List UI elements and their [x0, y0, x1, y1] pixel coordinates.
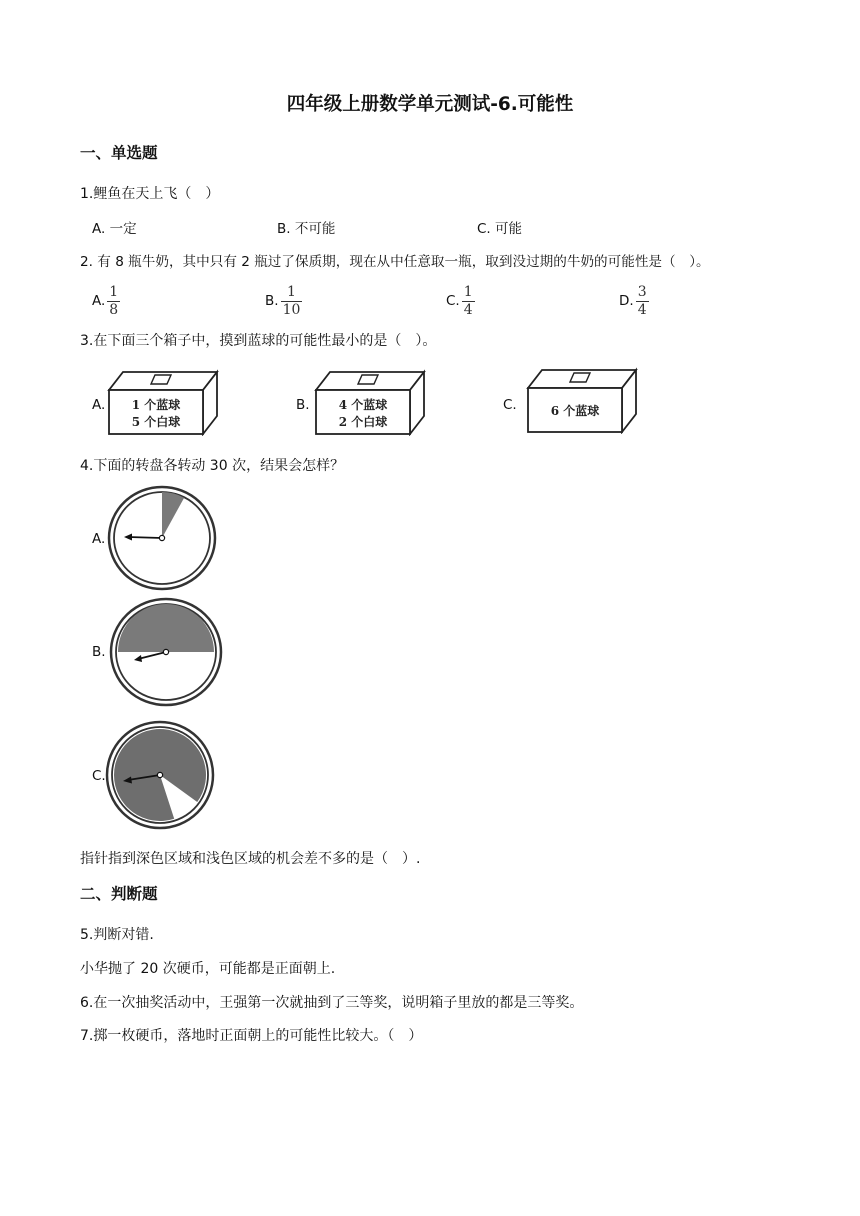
option-text: 不可能 [294, 221, 336, 237]
box-c-line1: 6 个蓝球 [550, 404, 600, 418]
option-letter: B. [277, 221, 291, 237]
q1-option-b[interactable] [277, 221, 335, 237]
fraction: $\frac{3}{4}$ [637, 284, 647, 318]
box-a-line2: 5 个白球 [131, 415, 181, 429]
q1-option-c[interactable] [477, 221, 522, 237]
question-3: 3.在下面三个箱子中，摸到蓝球的可能性最小的是（ ）。 [80, 333, 437, 349]
q4-option-b-letter[interactable]: B. [92, 644, 106, 660]
option-text: 可能 [495, 221, 523, 237]
box-a-line1: 1 个蓝球 [131, 398, 181, 412]
question-5: 5.判断对错. [80, 927, 154, 943]
section-heading-single-choice: 一、单选题 [80, 144, 158, 162]
option-letter: A. [92, 293, 106, 310]
q4-option-a-letter[interactable]: A. [92, 531, 106, 547]
page-title: 四年级上册数学单元测试-6.可能性 [286, 94, 574, 115]
spinner-b-icon [108, 596, 224, 708]
option-letter: D. [619, 293, 634, 310]
fraction: $\frac{1}{4}$ [463, 284, 473, 318]
q3-option-a-letter[interactable]: A. [92, 397, 106, 413]
box-b-line1: 4 个蓝球 [338, 398, 388, 412]
option-letter: A. [92, 221, 106, 237]
option-letter: C. [446, 293, 460, 310]
box-b-icon [312, 368, 427, 436]
section-heading-true-false: 二、判断题 [80, 885, 158, 903]
q1-option-a[interactable] [92, 221, 137, 237]
box-b-line2: 2 个白球 [338, 415, 388, 429]
question-5-statement: 小华抛了 20 次硬币，可能都是正面朝上. [80, 961, 336, 977]
q3-option-c-letter[interactable]: C. [503, 397, 517, 413]
question-7: 7.掷一枚硬币，落地时正面朝上的可能性比较大。（ ） [80, 1028, 423, 1044]
fraction: $\frac{1}{10}$ [282, 284, 301, 318]
spinner-c-icon [104, 719, 216, 831]
spinner-a-icon [106, 484, 218, 592]
fraction: $\frac{1}{8}$ [109, 284, 119, 318]
question-6: 6.在一次抽奖活动中，王强第一次就抽到了三等奖，说明箱子里放的都是三等奖。 [80, 995, 584, 1011]
option-letter: C. [477, 221, 491, 237]
question-4-followup: 指针指到深色区域和浅色区域的机会差不多的是（ ）. [80, 851, 421, 867]
q4-option-c-letter[interactable]: C. [92, 768, 106, 784]
option-letter: B. [265, 293, 279, 310]
box-c-icon [524, 366, 639, 434]
question-1: 1.鲤鱼在天上飞（ ） [80, 186, 220, 202]
q2-option-d[interactable] [619, 285, 648, 317]
question-2: 2. 有 8 瓶牛奶，其中只有 2 瓶过了保质期，现在从中任意取一瓶，取到没过期的牛奶的可能性是（ ）。 [80, 254, 710, 270]
question-4: 4.下面的转盘各转动 30 次，结果会怎样？ [80, 458, 345, 474]
q2-option-b[interactable] [265, 285, 301, 317]
option-text: 一定 [109, 221, 137, 237]
box-a-icon [105, 368, 220, 436]
q2-option-c[interactable] [446, 285, 474, 317]
q3-option-b-letter[interactable]: B. [296, 397, 310, 413]
q2-option-a[interactable] [92, 285, 119, 317]
